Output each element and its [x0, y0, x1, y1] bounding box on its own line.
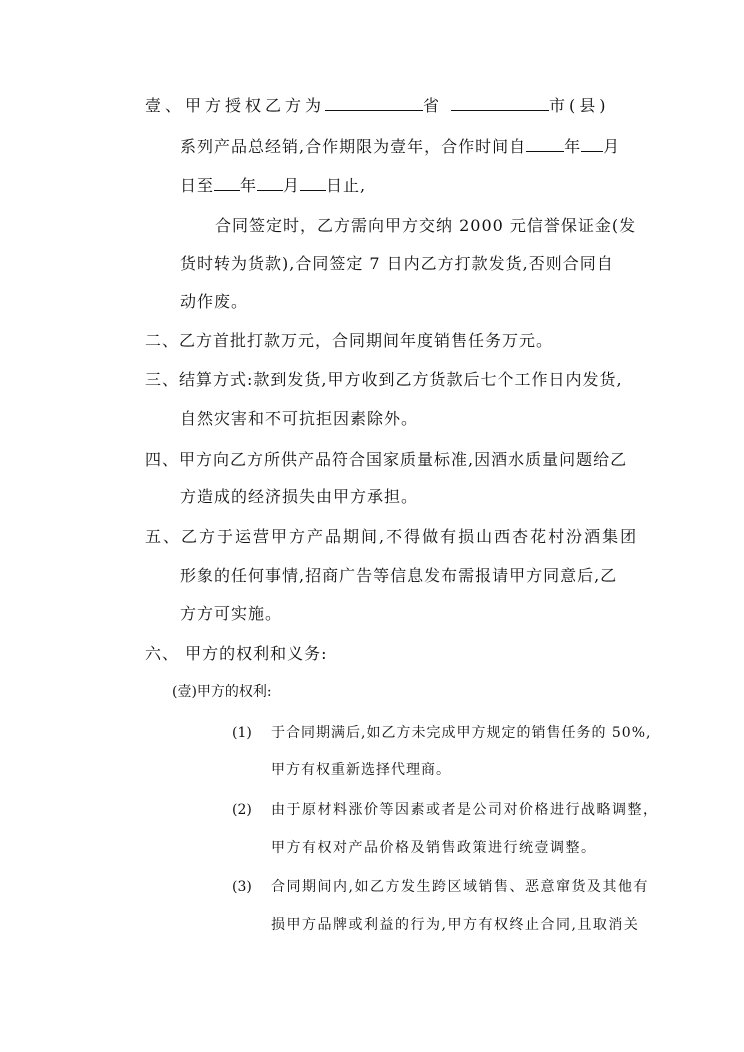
- clause-2: 二、乙方首批打款万元，合同期间年度销售任务万元。: [145, 331, 554, 350]
- clause-text: 壹、甲方授权乙方为: [145, 96, 326, 115]
- clause-1-para-3: 动作废。: [180, 292, 249, 311]
- clause-1-para-1: 合同签定时，乙方需向甲方交纳 2000 元信誉保证金(发: [215, 216, 637, 235]
- item-text: 于合同期满后,如乙方未完成甲方规定的销售任务的 50%,: [271, 725, 652, 741]
- clause-1-para-2: 货时转为货款),合同签定 7 日内乙方打款发货,否则合同自: [180, 254, 614, 273]
- clause-6-subtitle: (壹)甲方的权利:: [172, 684, 272, 700]
- clause-text: 省: [423, 96, 444, 115]
- clause-text: 日止,: [326, 176, 367, 195]
- blank-field: [257, 176, 283, 191]
- clause-4-line-1: 四、甲方向乙方所供产品符合国家质量标准,因酒水质量问题给乙: [145, 450, 628, 469]
- blank-field: [325, 96, 423, 111]
- clause-5-line-2: 形象的任何事情,招商广告等信息发布需报请甲方同意后,乙: [180, 566, 618, 585]
- clause-3-line-1: 三、结算方式:款到发货,甲方收到乙方货款后七个工作日内发货,: [145, 370, 623, 389]
- item-text: 合同期间内,如乙方发生跨区域销售、恶意窜货及其他有: [271, 879, 649, 895]
- clause-3-line-2: 自然灾害和不可抗拒因素除外。: [180, 409, 419, 428]
- clause-text: 市(县): [549, 96, 610, 115]
- clause-1-line-3: [180, 176, 366, 196]
- clause-1-line-1: [145, 96, 610, 116]
- item-text: 甲方有权对产品价格及销售政策进行统壹调整。: [271, 840, 597, 856]
- clause-4-line-2: 方造成的经济损失由甲方承担。: [180, 487, 419, 506]
- blank-field: [214, 176, 240, 191]
- clause-text: 系列产品总经销,合作期限为壹年，合作时间自: [180, 137, 527, 156]
- item-text: 由于原材料涨价等因素或者是公司对价格进行战略调整，: [271, 802, 659, 818]
- clause-text: 年: [564, 137, 582, 156]
- clause-text: 年: [240, 176, 258, 195]
- blank-field: [526, 137, 564, 152]
- blank-field: [581, 137, 603, 152]
- item-text: 甲方有权重新选择代理商。: [271, 762, 451, 778]
- item-number: (1): [232, 725, 252, 741]
- clause-6-title: 六、 甲方的权利和义务:: [145, 644, 328, 663]
- item-number: (2): [232, 802, 252, 818]
- item-number: (3): [232, 879, 252, 895]
- blank-field: [451, 96, 549, 111]
- clause-5-line-1: 五、乙方于运营甲方产品期间,不得做有损山西杏花村汾酒集团: [145, 527, 639, 546]
- clause-text: 月: [283, 176, 301, 195]
- item-text: 损甲方品牌或利益的行为,甲方有权终止合同,且取消关: [271, 917, 640, 933]
- clause-text: 日至: [180, 176, 215, 195]
- clause-text: 月: [603, 137, 621, 156]
- clause-5-line-3: 方方可实施。: [180, 604, 283, 623]
- blank-field: [300, 176, 326, 191]
- clause-1-line-2: [180, 137, 620, 157]
